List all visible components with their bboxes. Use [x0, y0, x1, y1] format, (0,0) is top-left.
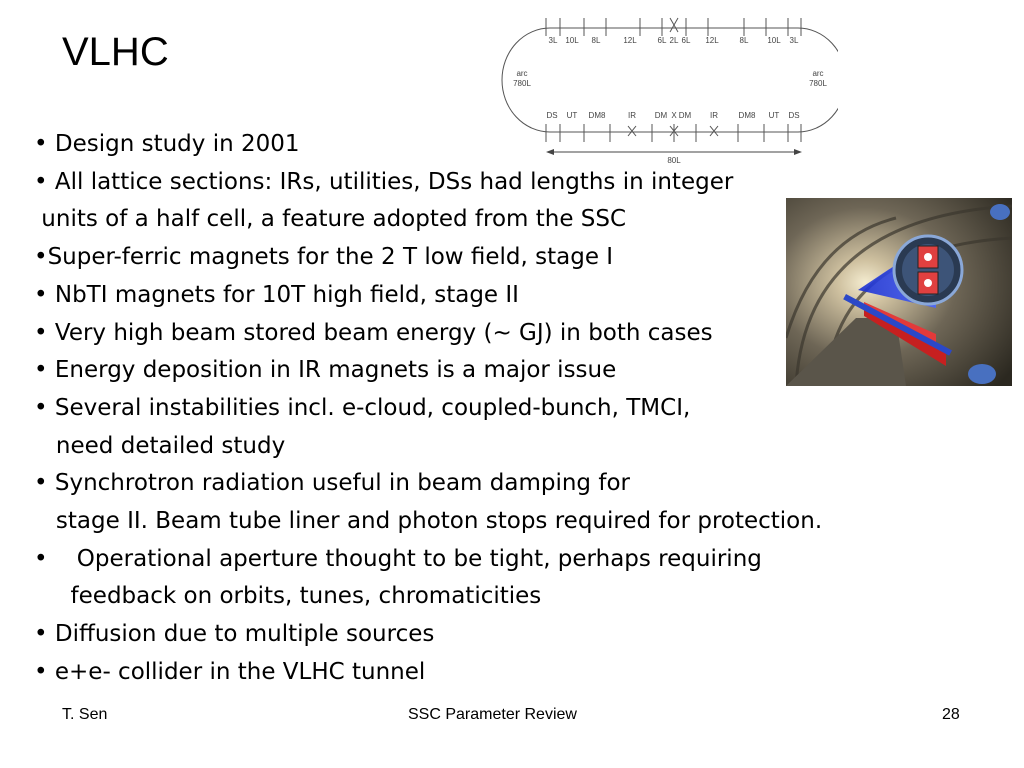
bullet-line: stage II. Beam tube liner and photon stops required for protection. [34, 508, 823, 535]
top-label: 12L [705, 36, 719, 45]
arc-left-label: arc [516, 69, 528, 78]
top-label: 8L [739, 36, 749, 45]
bottom-label: DM8 [738, 111, 756, 120]
footer-event: SSC Parameter Review [408, 706, 577, 723]
page-number: 28 [942, 706, 960, 723]
bottom-label: UT [566, 111, 578, 120]
top-label: 2L [669, 36, 679, 45]
bullet-line: feedback on orbits, tunes, chromaticities [34, 583, 542, 610]
bottom-label: DM8 [588, 111, 606, 120]
bullet-line: • Operational aperture thought to be tight, perhaps requiring [34, 545, 762, 572]
bottom-label: UT [768, 111, 780, 120]
top-label: 10L [565, 36, 579, 45]
bottom-label: X [671, 111, 677, 120]
bullet-line: • Synchrotron radiation useful in beam damping for [34, 470, 630, 497]
arc-right-length: 780L [809, 79, 827, 88]
top-label: 6L [657, 36, 667, 45]
bullet-line: •Super-ferric magnets for the 2 T low field, stage I [34, 244, 614, 271]
bullet-line: units of a half cell, a feature adopted from the SSC [34, 206, 627, 233]
bullet-line: • All lattice sections: IRs, utilities, DSs had lengths in integer [34, 168, 734, 195]
arc-right-label: arc [812, 69, 824, 78]
top-label: 6L [681, 36, 691, 45]
top-label: 10L [767, 36, 781, 45]
bullet-line: • Several instabilities incl. e-cloud, coupled-bunch, TMCI, [34, 394, 691, 421]
bottom-label: DS [546, 111, 558, 120]
top-ticks [546, 18, 801, 36]
bottom-label: DS [788, 111, 800, 120]
top-label: 12L [623, 36, 637, 45]
bottom-label: IR [710, 111, 718, 120]
bullet-line: • NbTI magnets for 10T high field, stage II [34, 281, 519, 308]
length-label: 80L [667, 156, 681, 165]
bullet-line: • Design study in 2001 [34, 131, 300, 157]
footer-author: T. Sen [62, 706, 108, 723]
bottom-label: DM [678, 111, 692, 120]
arc-left-length: 780L [513, 79, 531, 88]
bullet-line: • Energy deposition in IR magnets is a major issue [34, 357, 617, 384]
bullet-list [34, 126, 934, 692]
bottom-label: DM [654, 111, 668, 120]
bullet-line: • e+e- collider in the VLHC tunnel [34, 658, 426, 685]
slide-title: VLHC [62, 30, 169, 74]
top-label: 8L [591, 36, 601, 45]
bullet-line: need detailed study [34, 432, 286, 459]
bullet-line: • Diffusion due to multiple sources [34, 621, 435, 648]
bottom-label: IR [628, 111, 636, 120]
bullet-line: • Very high beam stored beam energy (~ GJ) in both cases [34, 319, 713, 346]
top-label: 3L [548, 36, 558, 45]
top-label: 3L [789, 36, 799, 45]
